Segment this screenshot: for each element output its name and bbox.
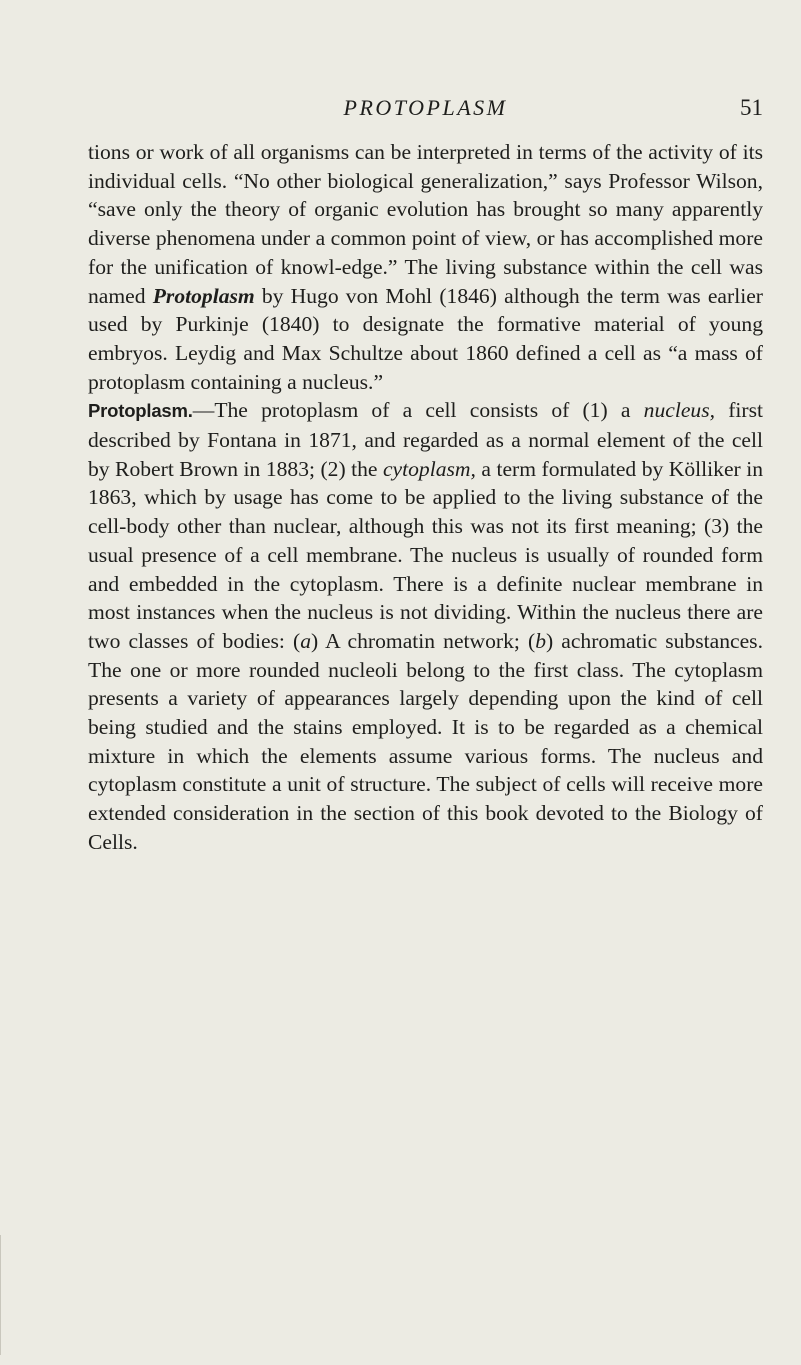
running-head: [88, 90, 763, 126]
term-cytoplasm: cytoplasm,: [382, 456, 476, 481]
paragraph-cell-theory: [88, 138, 763, 396]
paragraph2-text-2: first described by Fontana in 1871, and regarded as a normal element of the cell by Robert Brown in 1883; (2) the: [88, 398, 763, 481]
page-edge-shadow: [0, 1235, 1, 1355]
paragraph2-text-3: a term formulated by Kölliker in 1863, which by usage has come to be applied to the living substance of the cell-body other than nuclear, although this was not its first meaning; (3) the usual presence of a cell membrane. The nucleus is usually of rounded form and embedded in the cytoplasm. There is a definite nuclear membrane in most instances when the nucleus is not dividing. Within the nucleus there are two classes of bodies: (: [88, 456, 763, 653]
paragraph2-text-4: ) A chromatin network; (: [311, 628, 536, 653]
term-nucleus: nucleus,: [643, 398, 716, 423]
term-protoplasm: Protoplasm: [152, 283, 255, 308]
body-text: [88, 138, 763, 857]
running-title: PROTOPLASM: [343, 95, 508, 120]
run-in-heading: Protoplasm.: [88, 400, 193, 422]
paragraph1-text-1: tions or work of all organisms can be interpreted in terms of the activity of its individual cells. “No other biological generalization,” says Professor Wilson, “save only the theory of organic evolution has brought so many apparently diverse phenomena under a common point of view, or has accomplished more for the unification of knowl-edge.” The living substance within the cell was named: [88, 140, 763, 308]
paragraph1-text-2: by Hugo von Mohl (1846) although the term was earlier used by Purkinje (1840) to designate the formative material of young embryos. Leydig and Max Schultze about 1860 defined a cell as “a mass of protoplasm containing a nucleus.”: [88, 283, 763, 394]
paragraph2-text-1: —The protoplasm of a cell consists of (1) a: [192, 398, 644, 423]
paragraph2-text-5: ) achromatic substances. The one or more rounded nucleoli belong to the first class. The cytoplasm presents a variety of appearances largely depending upon the kind of cell being studied and the stains employed. It is to be regarded as a chemical mixture in which the elements assume various forms. The nucleus and cytoplasm constitute a unit of structure. The subject of cells will receive more extended consideration in the section of this book devoted to the Biology of Cells.: [88, 628, 763, 854]
page-number: 51: [740, 95, 763, 120]
paragraph-protoplasm-definition: [88, 396, 763, 856]
label-b: b: [535, 628, 546, 653]
label-a: a: [300, 628, 311, 653]
